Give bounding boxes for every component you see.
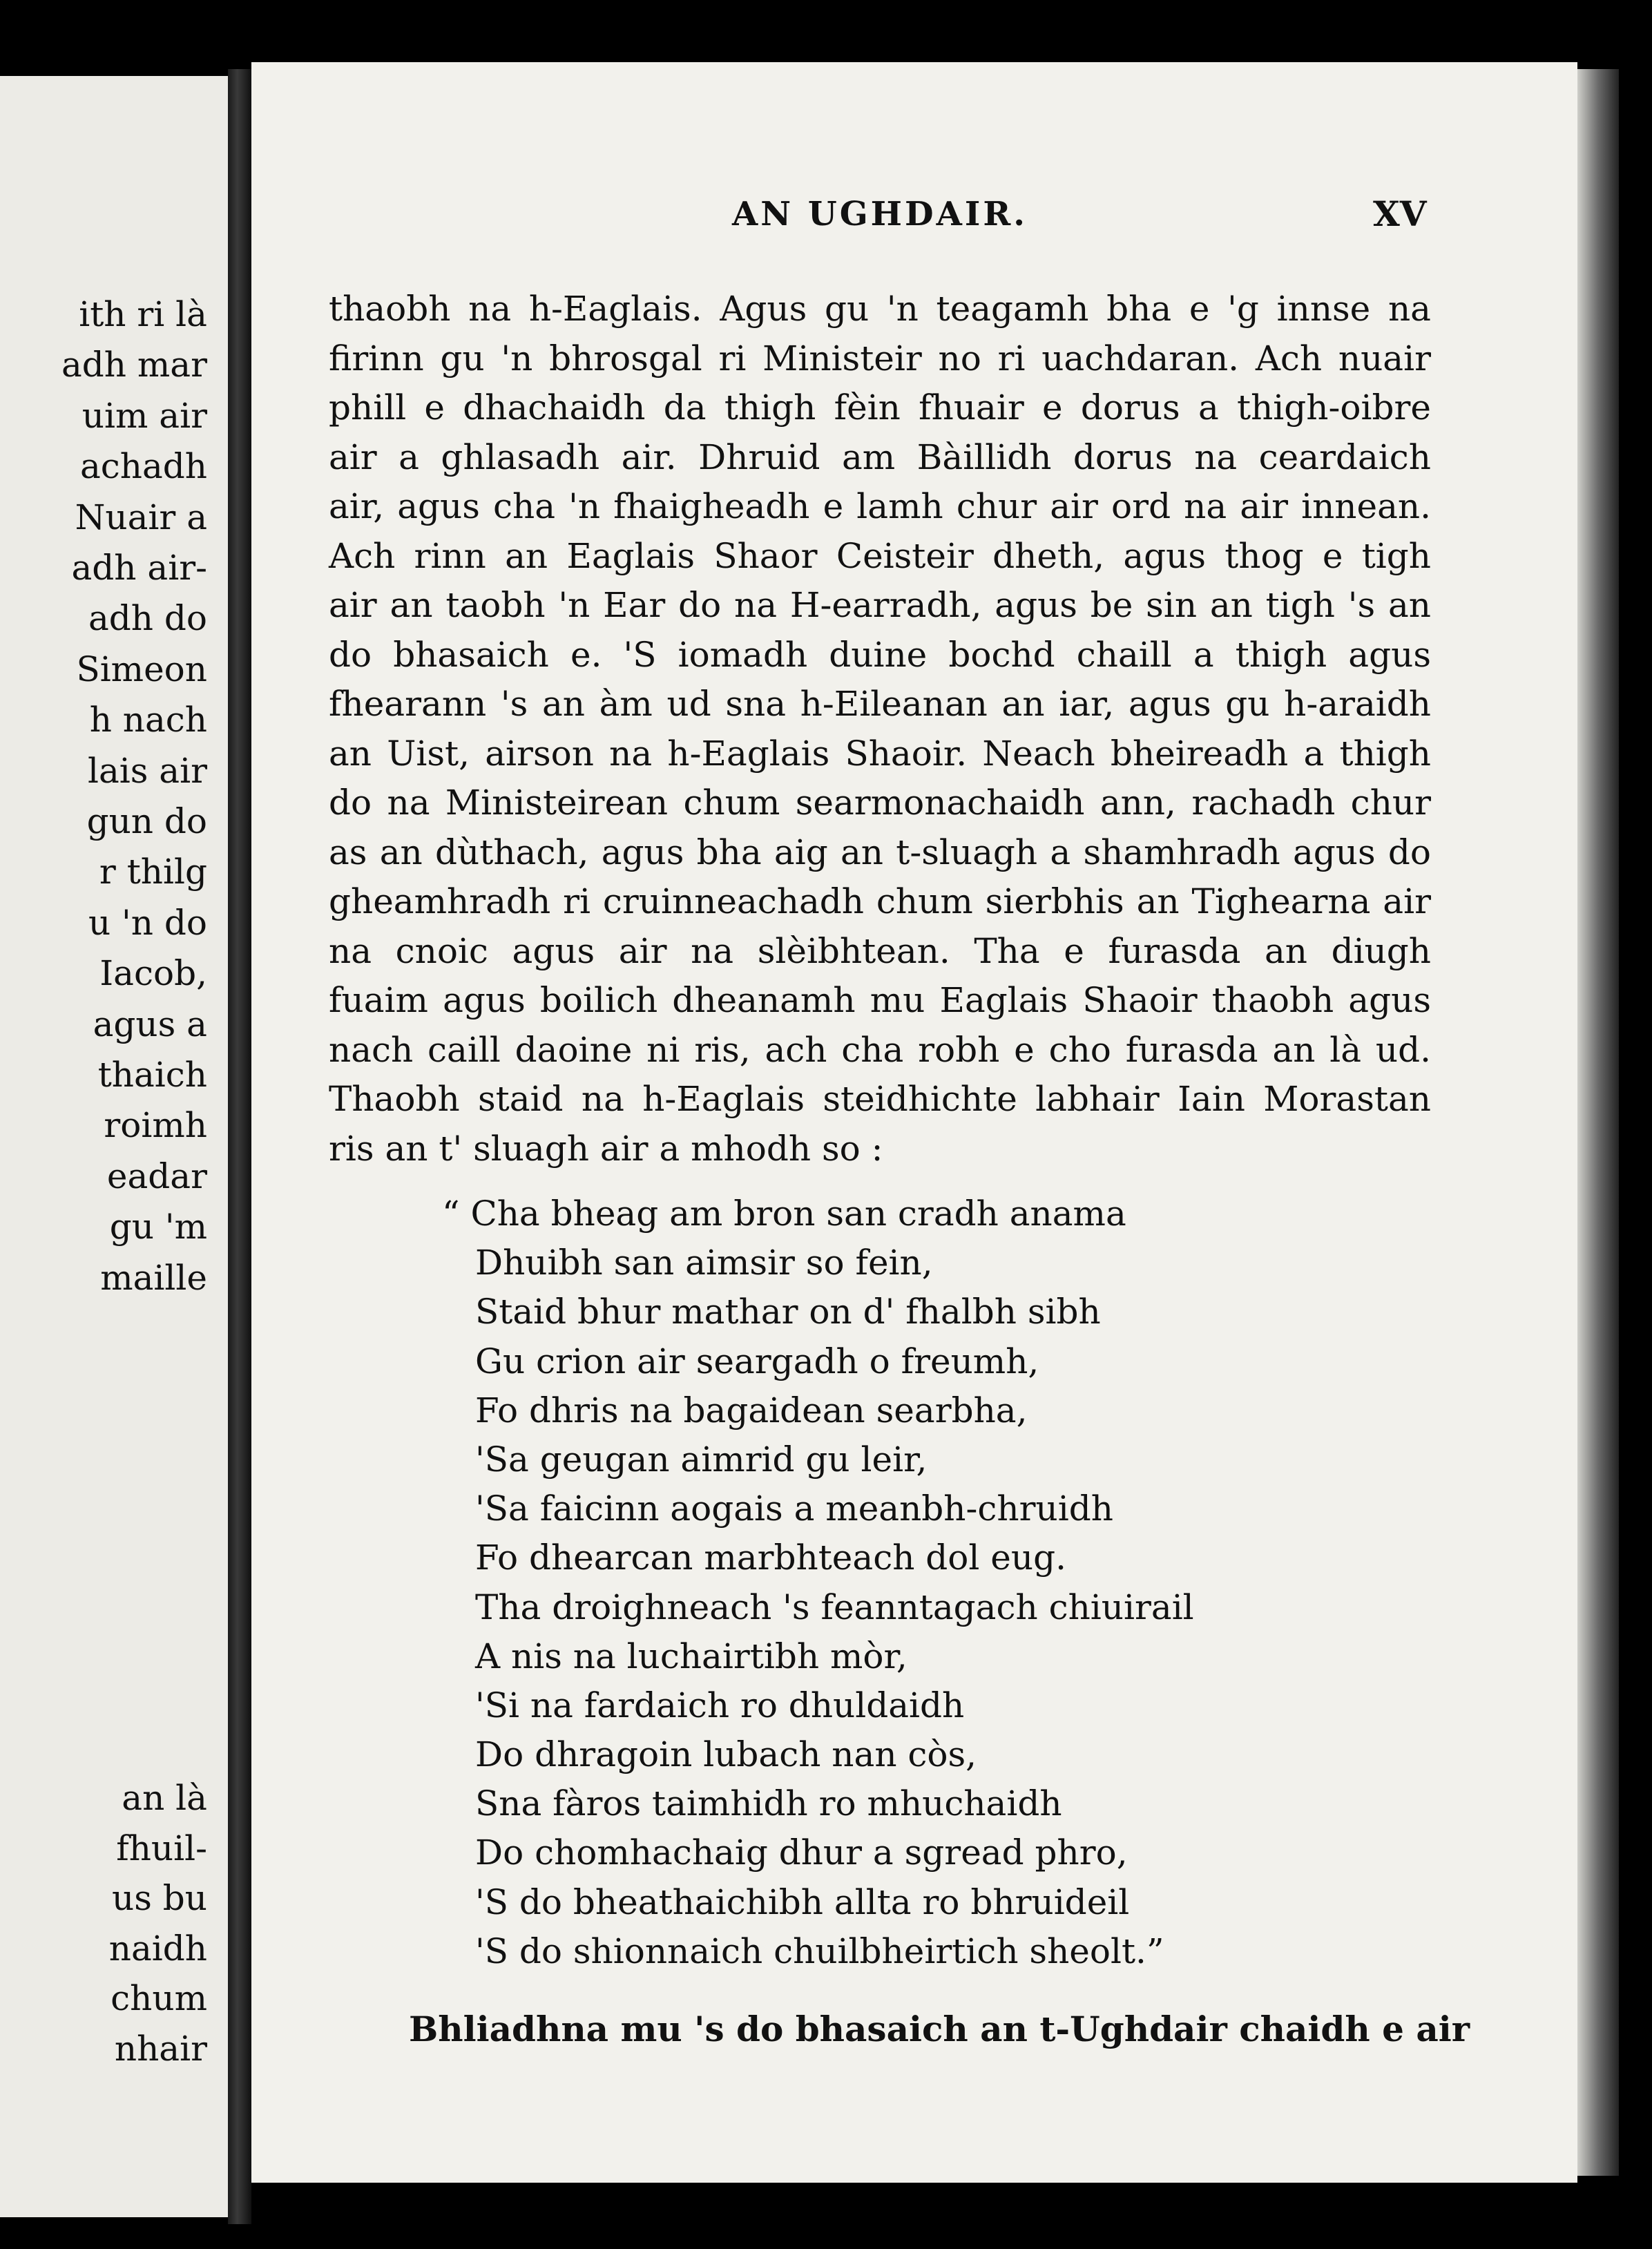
verse-line: Tha droighneach 's feanntagach chiuirail — [475, 1587, 1194, 1627]
facing-page-line: h nach — [89, 700, 207, 740]
facing-page-line: adh do — [88, 598, 207, 639]
facing-page-line: agus a — [93, 1004, 207, 1044]
prose-line: as an dùthach, agus bha aig an t-sluagh a shamhradh agus do — [329, 832, 1431, 872]
facing-page-line: gun do — [86, 801, 207, 841]
prose-line: Ach rinn an Eaglais Shaor Ceisteir dheth, agus thog e tigh — [329, 535, 1431, 576]
verse-line: Gu crion air seargadh o freumh, — [475, 1341, 1039, 1381]
prose-line: air an taobh 'n Ear do na H-earradh, agus be sin an tigh 's an — [329, 585, 1431, 625]
facing-page-line: chum — [111, 1978, 207, 2018]
verse-line: 'S do shionnaich chuilbheirtich sheolt.” — [475, 1931, 1164, 1971]
verse-line: Dhuibh san aimsir so fein, — [475, 1243, 933, 1283]
prose-line: ris an t' sluagh air a mhodh so : — [329, 1128, 883, 1169]
facing-page-line: Iacob, — [99, 953, 207, 994]
verse-line: Fo dhearcan marbhteach dol eug. — [475, 1538, 1066, 1578]
verse-line: Fo dhris na bagaidean searbha, — [475, 1390, 1028, 1430]
verse-line: 'Sa geugan aimrid gu leir, — [475, 1439, 928, 1480]
verse-line: Sna fàros taimhidh ro mhuchaidh — [475, 1783, 1062, 1824]
facing-page-line: fhuil- — [116, 1828, 207, 1868]
facing-page-line: lais air — [87, 750, 207, 791]
prose-line: firinn gu 'n bhrosgal ri Ministeir no ri uachdaran. Ach nuair — [329, 338, 1431, 379]
facing-page-line: roimh — [104, 1105, 207, 1146]
prose-line: phill e dhachaidh da thigh fèin fhuair e dorus a thigh-oibre — [329, 387, 1431, 428]
prose-line: nach caill daoine ni ris, ach cha robh e cho furasda an là ud. — [329, 1029, 1431, 1070]
facing-page-line: achadh — [79, 446, 207, 487]
prose-line: thaobh na h-Eaglais. Agus gu 'n teagamh bha e 'g innse na — [329, 289, 1431, 329]
page-number: XV — [1373, 193, 1427, 234]
prose-line: air, agus cha 'n fhaigheadh e lamh chur air ord na air innean. — [329, 486, 1431, 526]
verse-line: “ Cha bheag am bron san cradh anama — [442, 1194, 1126, 1234]
facing-page-line: adh mar — [61, 345, 207, 385]
prose-line: fuaim agus boilich dheanamh mu Eaglais Shaoir thaobh agus — [329, 980, 1431, 1020]
verse-line: 'S do bheathaichibh allta ro bhruideil — [475, 1882, 1130, 1922]
running-title: AN UGHDAIR. — [732, 195, 1028, 233]
book-gutter — [228, 69, 251, 2224]
prose-line: gheamhradh ri cruinneachadh chum sierbhis an Tighearna air — [329, 881, 1431, 921]
prose-line: fhearann 's an àm ud sna h-Eileanan an iar, agus gu h-araidh — [329, 684, 1431, 724]
facing-page-line: gu 'm — [109, 1207, 207, 1247]
prose-line: do bhasaich e. 'S iomadh duine bochd chaill a thigh agus — [329, 634, 1431, 675]
facing-page-line: Simeon — [76, 649, 207, 689]
facing-page-line: us bu — [112, 1878, 207, 1918]
verse-line: 'Sa faicinn aogais a meanbh-chruidh — [475, 1489, 1113, 1529]
verse-line: Do dhragoin lubach nan còs, — [475, 1734, 977, 1775]
facing-page-line: eadar — [106, 1156, 207, 1196]
facing-page-line: nhair — [114, 2028, 207, 2069]
page-edge-shadow — [1577, 69, 1619, 2176]
verse-line: Do chomhachaig dhur a sgread phro, — [475, 1832, 1128, 1873]
closing-line: Bhliadhna mu 's do bhasaich an t-Ughdair chaidh e air — [409, 2009, 1470, 2049]
facing-page-line: naidh — [108, 1928, 207, 1969]
verse-line: 'Si na fardaich ro dhuldaidh — [475, 1685, 965, 1725]
prose-line: Thaobh staid na h-Eaglais steidhichte labhair Iain Morastan — [329, 1079, 1431, 1119]
facing-page-line: ith ri là — [79, 294, 207, 334]
facing-page-line: maille — [100, 1257, 207, 1298]
facing-page — [0, 76, 231, 2217]
facing-page-line: thaich — [97, 1055, 207, 1095]
facing-page-line: uim air — [81, 395, 207, 436]
prose-line: do na Ministeirean chum searmonachaidh ann, rachadh chur — [329, 783, 1431, 823]
facing-page-line: an là — [122, 1778, 207, 1818]
prose-line: an Uist, airson na h-Eaglais Shaoir. Neach bheireadh a thigh — [329, 733, 1431, 774]
facing-page-line: u 'n do — [88, 902, 207, 943]
verse-block — [442, 1189, 1304, 1976]
facing-page-line: Nuair a — [75, 497, 207, 537]
prose-line: na cnoic agus air na slèibhtean. Tha e furasda an diugh — [329, 930, 1431, 971]
prose-paragraph — [329, 285, 1431, 1174]
verse-line: Staid bhur mathar on d' fhalbh sibh — [475, 1292, 1101, 1332]
prose-line: air a ghlasadh air. Dhruid am Bàillidh dorus na ceardaich — [329, 437, 1431, 477]
facing-page-line: adh air- — [71, 548, 207, 588]
facing-page-line: r thilg — [99, 852, 207, 892]
verse-line: A nis na luchairtibh mòr, — [475, 1636, 907, 1676]
